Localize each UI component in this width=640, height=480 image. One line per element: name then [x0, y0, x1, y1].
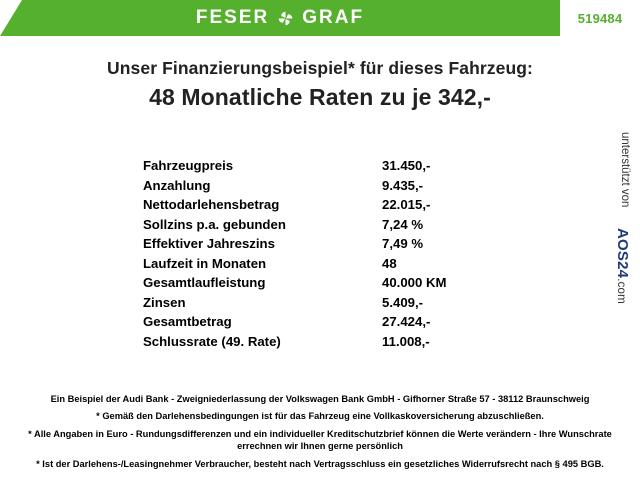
- row-value: 48: [382, 255, 397, 271]
- legal-line-3: * Alle Angaben in Euro - Rundungsdifferenzen und ein individueller Kreditschutzbrief können die Werte verändern - Ihre Wunschrate errechnen wir Ihnen gerne persönlich: [28, 428, 612, 451]
- row-value: 31.450,-: [382, 158, 431, 173]
- row-value: 5.409,-: [382, 294, 424, 310]
- title-block: [0, 58, 640, 111]
- finance-table-wrapper: [0, 158, 640, 353]
- clover-icon: [277, 10, 294, 27]
- table-row: [143, 275, 582, 295]
- row-label: Anzahlung: [143, 177, 211, 193]
- row-value: 11.008,-: [382, 333, 430, 349]
- row-label: Sollzins p.a. gebunden: [143, 216, 286, 232]
- page-header: [0, 0, 640, 36]
- table-row: [143, 197, 582, 217]
- row-label: Fahrzeugpreis: [143, 158, 234, 173]
- row-value: 27.424,-: [382, 314, 431, 329]
- partner-sidebar: [616, 132, 638, 332]
- row-value: 9.435,-: [382, 177, 424, 193]
- row-label: Zinsen: [143, 294, 186, 310]
- legal-line-1: Ein Beispiel der Audi Bank - Zweigniederlassung der Volkswagen Bank GmbH - Gifhorner Straße 57 - 38112 Braunschweig: [50, 393, 590, 404]
- brand-name-first: FESER: [195, 7, 270, 28]
- row-label: Laufzeit in Monaten: [143, 255, 267, 271]
- brand-logo: [0, 0, 560, 36]
- row-label: Gesamtlaufleistung: [143, 275, 266, 290]
- table-row: [143, 314, 582, 334]
- table-row: [143, 178, 582, 198]
- table-row: [143, 295, 582, 315]
- row-value: 7,49 %: [382, 236, 424, 251]
- partner-brand-suffix: .com: [615, 278, 627, 304]
- brand-name-second: GRAF: [302, 7, 365, 28]
- row-label: Nettodarlehensbetrag: [143, 197, 280, 212]
- legal-disclaimer: [0, 393, 640, 471]
- table-row: [143, 217, 582, 237]
- partner-support-text: unterstützt von: [619, 132, 631, 208]
- partner-brand-name: AOS24: [614, 228, 631, 279]
- vehicle-id: 519484: [577, 10, 623, 26]
- row-label: Schlussrate (49. Rate): [143, 333, 281, 349]
- table-row: [143, 334, 582, 354]
- table-row: [143, 236, 582, 256]
- table-row: [143, 158, 582, 178]
- finance-table: [143, 158, 582, 353]
- row-value: 22.015,-: [382, 197, 431, 212]
- legal-line-2: * Gemäß den Darlehensbedingungen ist für das Fahrzeug eine Vollkaskoversicherung abzuschließen.: [96, 411, 544, 421]
- legal-line-4: * Ist der Darlehens-/Leasingnehmer Verbraucher, besteht nach Vertragsschluss ein gesetzliches Widerrufsrecht nach § 495 BGB.: [36, 458, 604, 469]
- row-label: Gesamtbetrag: [143, 314, 232, 329]
- partner-brand: [614, 228, 631, 304]
- row-value: 40.000 KM: [382, 275, 447, 290]
- table-row: [143, 256, 582, 276]
- page-subtitle: 48 Monatliche Raten zu je 342,-: [149, 84, 491, 110]
- row-label: Effektiver Jahreszins: [143, 236, 275, 251]
- row-value: 7,24 %: [382, 216, 424, 232]
- page-title: Unser Finanzierungsbeispiel* für dieses Fahrzeug:: [107, 58, 533, 78]
